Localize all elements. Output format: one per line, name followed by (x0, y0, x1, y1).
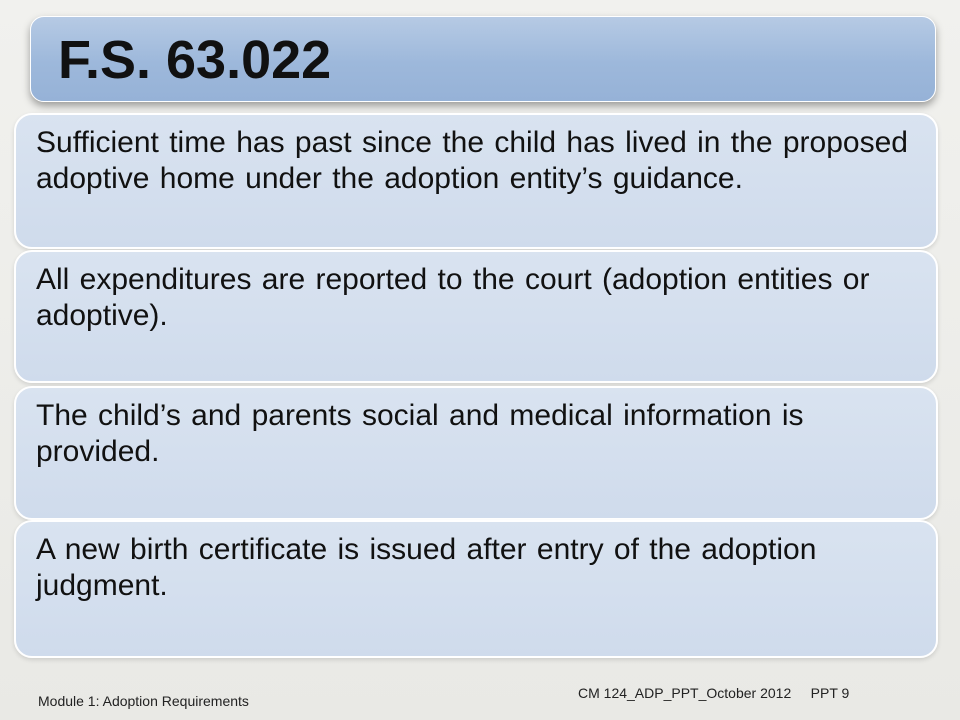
list-item (14, 113, 938, 249)
list-item-text: All expenditures are reported to the court (adoption entities or adoptive). (36, 263, 870, 332)
footer-code: CM 124_ADP_PPT_October 2012 PPT 9 (578, 685, 850, 701)
slide-title: F.S. 63.022 (58, 30, 332, 90)
list-item (14, 250, 938, 383)
list-item-text: A new birth certificate is issued after entry of the adoption judgment. (36, 533, 817, 602)
footer-module: Module 1: Adoption Requirements (38, 693, 249, 709)
list-item-text: The child’s and parents social and medical information is provided. (36, 399, 804, 468)
list-item-text: Sufficient time has past since the child has lived in the proposed adoptive home under the adoption entity’s guidance. (36, 126, 908, 195)
list-item (14, 520, 938, 658)
list-item (14, 386, 938, 520)
